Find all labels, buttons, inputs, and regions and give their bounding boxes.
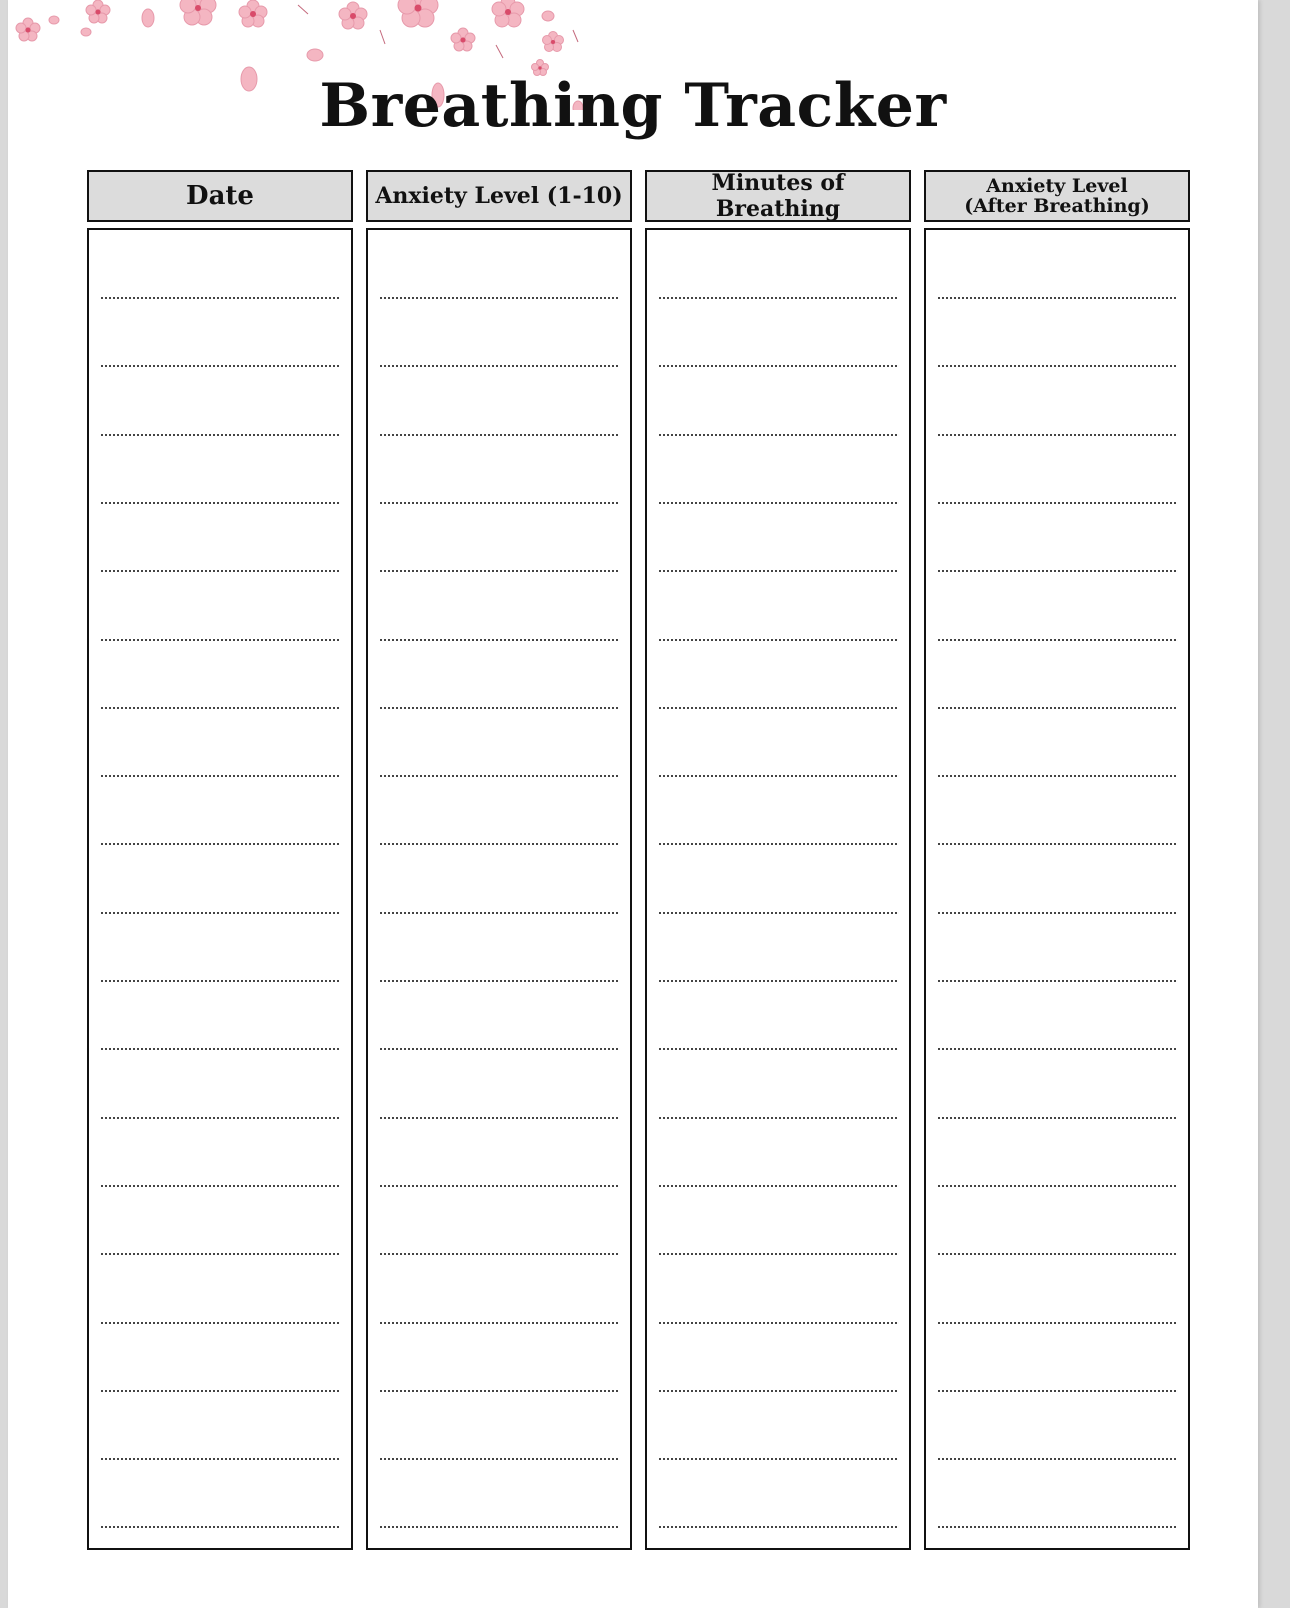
entry-line[interactable] xyxy=(101,297,339,299)
entry-line[interactable] xyxy=(380,912,618,914)
entry-line[interactable] xyxy=(938,1048,1176,1050)
entry-line[interactable] xyxy=(380,502,618,504)
entry-line[interactable] xyxy=(938,1322,1176,1324)
entry-line[interactable] xyxy=(380,775,618,777)
entry-line[interactable] xyxy=(101,1458,339,1460)
entry-line[interactable] xyxy=(101,843,339,845)
entry-line[interactable] xyxy=(380,1185,618,1187)
entry-line[interactable] xyxy=(938,980,1176,982)
column-header-label-line1: Anxiety Level xyxy=(986,175,1128,197)
column-header-label: Minutes of Breathing xyxy=(711,170,845,222)
column-body-anxiety-level[interactable] xyxy=(366,228,632,1550)
entry-line[interactable] xyxy=(101,707,339,709)
entry-line[interactable] xyxy=(659,570,897,572)
entry-line[interactable] xyxy=(938,775,1176,777)
tracker-page xyxy=(8,0,1258,1608)
entry-line[interactable] xyxy=(659,1185,897,1187)
entry-line[interactable] xyxy=(659,1322,897,1324)
entry-line[interactable] xyxy=(938,639,1176,641)
entry-line[interactable] xyxy=(659,1117,897,1119)
entry-line[interactable] xyxy=(938,1185,1176,1187)
entry-line[interactable] xyxy=(380,707,618,709)
entry-line[interactable] xyxy=(938,1390,1176,1392)
entry-line[interactable] xyxy=(101,365,339,367)
entry-line[interactable] xyxy=(938,570,1176,572)
entry-line[interactable] xyxy=(938,707,1176,709)
entry-line[interactable] xyxy=(101,1390,339,1392)
column-header-anxiety-level xyxy=(366,170,632,222)
entry-line[interactable] xyxy=(101,639,339,641)
entry-line[interactable] xyxy=(380,1526,618,1528)
entry-line[interactable] xyxy=(659,707,897,709)
entry-line[interactable] xyxy=(101,1117,339,1119)
entry-line[interactable] xyxy=(659,434,897,436)
entry-line[interactable] xyxy=(659,912,897,914)
entry-line[interactable] xyxy=(659,980,897,982)
column-header-date xyxy=(87,170,353,222)
entry-line[interactable] xyxy=(101,1048,339,1050)
column-header-label-line2: (After Breathing) xyxy=(964,195,1150,217)
entry-line[interactable] xyxy=(938,502,1176,504)
column-header-anxiety-after xyxy=(924,170,1190,222)
column-body-date[interactable] xyxy=(87,228,353,1550)
column-header-minutes-of-breathing xyxy=(645,170,911,222)
entry-line[interactable] xyxy=(938,843,1176,845)
entry-line[interactable] xyxy=(938,365,1176,367)
entry-line[interactable] xyxy=(659,843,897,845)
column-header-label: Anxiety Level (1-10) xyxy=(375,183,623,209)
entry-line[interactable] xyxy=(659,775,897,777)
entry-line[interactable] xyxy=(101,1253,339,1255)
entry-line[interactable] xyxy=(938,1526,1176,1528)
entry-line[interactable] xyxy=(101,570,339,572)
entry-line[interactable] xyxy=(938,434,1176,436)
entry-line[interactable] xyxy=(101,1322,339,1324)
column-header-label: Date xyxy=(186,181,254,211)
entry-line[interactable] xyxy=(380,297,618,299)
entry-line[interactable] xyxy=(380,843,618,845)
entry-line[interactable] xyxy=(659,639,897,641)
entry-line[interactable] xyxy=(380,1322,618,1324)
entry-line[interactable] xyxy=(380,434,618,436)
entry-line[interactable] xyxy=(938,1117,1176,1119)
entry-line[interactable] xyxy=(380,980,618,982)
entry-line[interactable] xyxy=(659,1526,897,1528)
column-body-anxiety-after[interactable] xyxy=(924,228,1190,1550)
entry-line[interactable] xyxy=(659,1048,897,1050)
entry-line[interactable] xyxy=(659,1458,897,1460)
entry-line[interactable] xyxy=(659,502,897,504)
entry-line[interactable] xyxy=(380,639,618,641)
entry-line[interactable] xyxy=(101,1185,339,1187)
entry-line[interactable] xyxy=(380,1253,618,1255)
entry-line[interactable] xyxy=(659,297,897,299)
entry-line[interactable] xyxy=(101,912,339,914)
entry-line[interactable] xyxy=(380,1048,618,1050)
entry-line[interactable] xyxy=(938,1253,1176,1255)
entry-line[interactable] xyxy=(938,1458,1176,1460)
entry-line[interactable] xyxy=(101,980,339,982)
column-body-minutes-of-breathing[interactable] xyxy=(645,228,911,1550)
entry-line[interactable] xyxy=(938,297,1176,299)
entry-line[interactable] xyxy=(380,570,618,572)
entry-line[interactable] xyxy=(380,1117,618,1119)
entry-line[interactable] xyxy=(101,434,339,436)
entry-line[interactable] xyxy=(659,1253,897,1255)
entry-line[interactable] xyxy=(659,365,897,367)
entry-line[interactable] xyxy=(659,1390,897,1392)
entry-line[interactable] xyxy=(101,775,339,777)
entry-line[interactable] xyxy=(380,1458,618,1460)
entry-line[interactable] xyxy=(938,912,1176,914)
page-title: Breathing Tracker xyxy=(319,71,947,141)
entry-line[interactable] xyxy=(101,1526,339,1528)
entry-line[interactable] xyxy=(101,502,339,504)
entry-line[interactable] xyxy=(380,1390,618,1392)
entry-line[interactable] xyxy=(380,365,618,367)
